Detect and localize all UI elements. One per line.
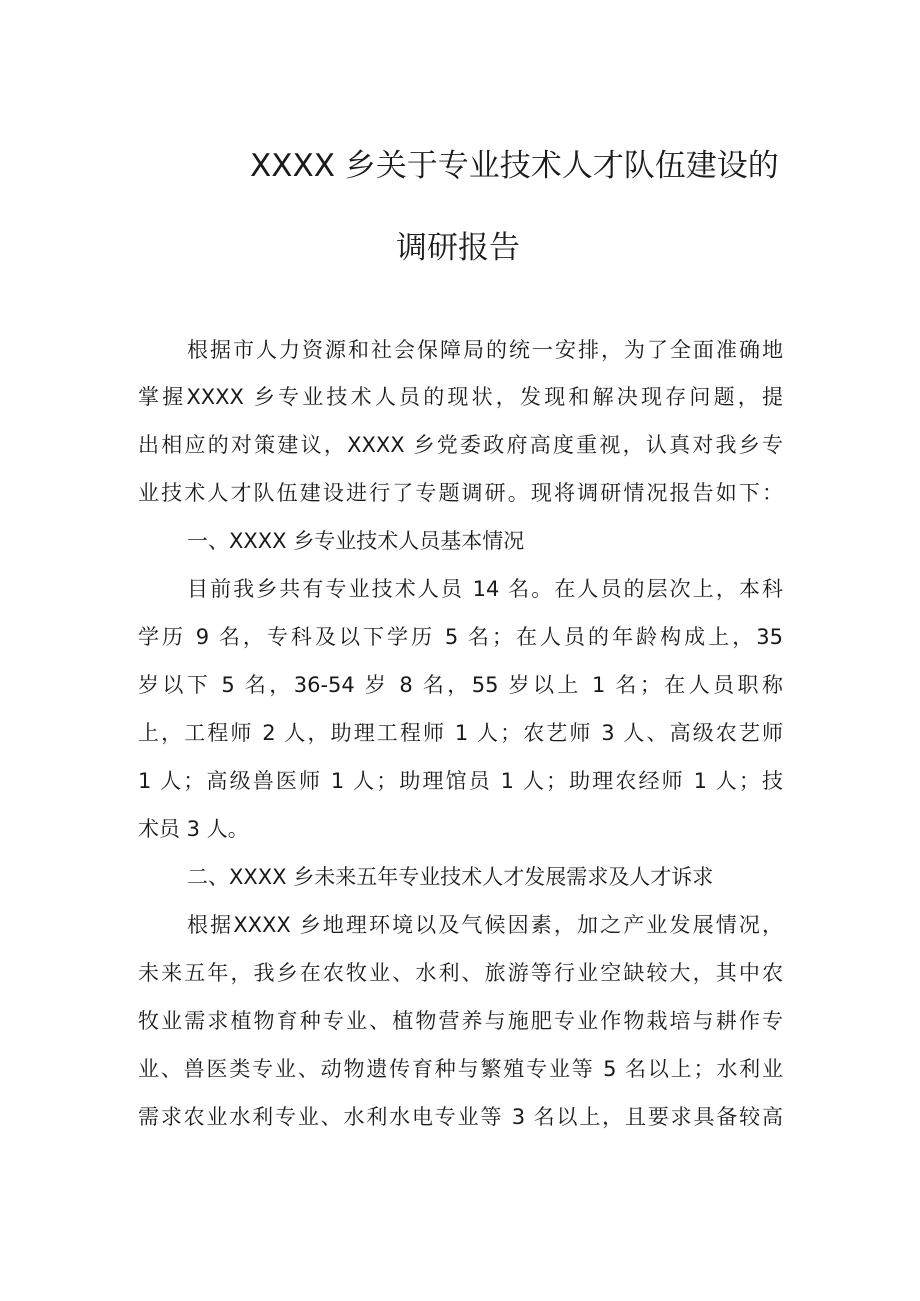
document-title-line-1: XXXX 乡关于专业技术人才队伍建设的 xyxy=(250,148,779,184)
document-title-line-2: 调研报告 xyxy=(396,230,520,266)
paragraph-line: 学历 9 名，专科及以下学历 5 名；在人员的年龄构成上，35 xyxy=(138,625,783,649)
paragraph-line: 1 人；高级兽医师 1 人；助理馆员 1 人；助理农经师 1 人；技 xyxy=(138,769,783,793)
paragraph-line: 业、兽医类专业、动物遗传育种与繁殖专业等 5 名以上；水利业 xyxy=(138,1057,783,1081)
paragraph-line: 掌握XXXX 乡专业技术人员的现状，发现和解决现存问题，提 xyxy=(138,385,783,409)
paragraph-line: 需求农业水利专业、水利水电专业等 3 名以上，且要求具备较高 xyxy=(138,1105,783,1129)
paragraph-line: 上，工程师 2 人，助理工程师 1 人；农艺师 3 人、高级农艺师 xyxy=(138,721,783,745)
paragraph-line: 岁以下 5 名，36-54 岁 8 名，55 岁以上 1 名；在人员职称 xyxy=(138,673,783,697)
paragraph-line: 术员 3 人。 xyxy=(138,817,249,841)
paragraph-line: 未来五年，我乡在农牧业、水利、旅游等行业空缺较大，其中农 xyxy=(138,961,783,985)
paragraph-line: 目前我乡共有专业技术人员 14 名。在人员的层次上，本科 xyxy=(187,577,783,601)
document-body xyxy=(138,0,798,1301)
paragraph-line: 根据市人力资源和社会保障局的统一安排，为了全面准确地 xyxy=(187,338,783,362)
paragraph-line: 业技术人才队伍建设进行了专题调研。现将调研情况报告如下： xyxy=(138,481,783,505)
paragraph-line: 根据XXXX 乡地理环境以及气候因素，加之产业发展情况， xyxy=(187,913,783,937)
paragraph-line: 出相应的对策建议，XXXX 乡党委政府高度重视，认真对我乡专 xyxy=(138,433,783,457)
section-heading-2: 二、XXXX 乡未来五年专业技术人才发展需求及人才诉求 xyxy=(187,865,714,889)
section-heading-1: 一、XXXX 乡专业技术人员基本情况 xyxy=(187,529,525,553)
paragraph-line: 牧业需求植物育种专业、植物营养与施肥专业作物栽培与耕作专 xyxy=(138,1009,783,1033)
